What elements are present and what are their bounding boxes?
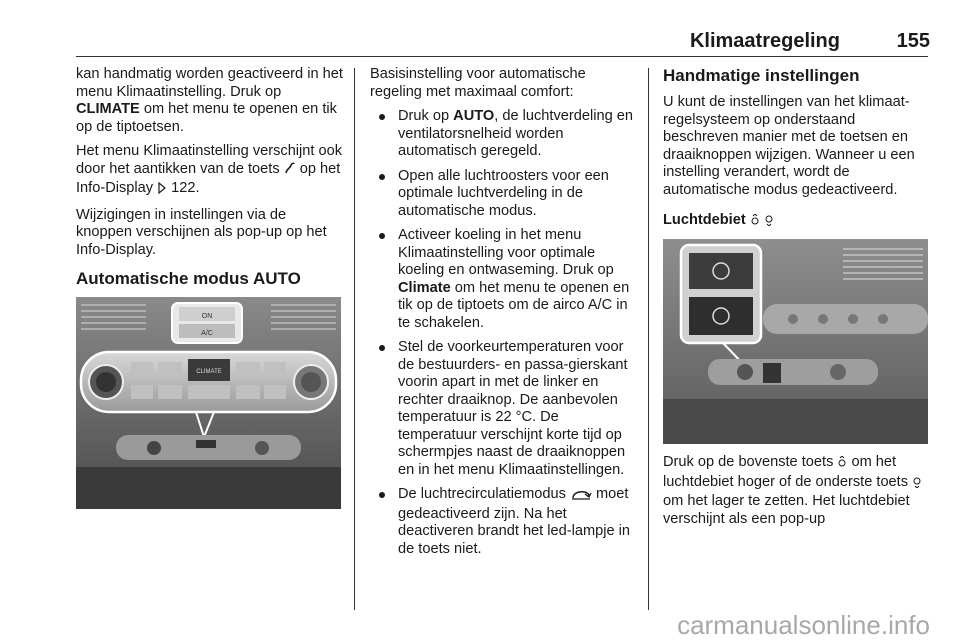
page-number: 155: [896, 30, 930, 52]
fan-up-icon: [837, 456, 847, 474]
column-3: [663, 66, 933, 535]
climate-button-label: CLIMATE: [196, 369, 222, 375]
list-item: Activeer koeling in het menu Klimaatinstelling voor optimale koeling en ontwaseming. Druk op Climate om het menu te openen en tik op de tiptoets om de airco A/C in te schakelen.: [370, 227, 638, 332]
paragraph-2: Het menu Klimaatinstelling verschijnt ook door het aantikken van de toets op het Info-Display 122.: [76, 143, 344, 200]
section-heading-auto: Automatische modus AUTO: [76, 269, 301, 288]
page-reference[interactable]: 122.: [171, 180, 200, 196]
section-heading-manual: Handmatige instellingen: [663, 66, 860, 85]
column-2: [370, 66, 638, 565]
bullet-icon: [379, 492, 385, 498]
airflow-figure: [663, 239, 928, 444]
paragraph-3: Wijzigingen in instellingen via de knoppen verschijnen als pop-up op het Info-Display.: [76, 206, 327, 258]
auto-keyword: AUTO: [453, 108, 495, 124]
fan-swirl-icon: [284, 161, 296, 181]
running-header-title: Klimaatregeling: [689, 30, 840, 52]
paragraph-1: kan handmatig worden geactiveerd in het menu Klimaatinstelling. Druk op CLIMATE om het menu te openen en tik op de tiptoetsen.: [76, 66, 343, 135]
bullet-icon: [379, 233, 385, 239]
subheading-airflow: Luchtdebiet: [663, 211, 933, 231]
list-item: Druk op AUTO, de luchtverdeling en ventilatorsnelheid worden automatisch geregeld.: [370, 108, 638, 161]
climate-keyword: CLIMATE: [76, 101, 140, 117]
climate-keyword: Climate: [398, 279, 451, 296]
bullet-icon: [379, 345, 385, 351]
column-divider-2: [648, 68, 649, 610]
auto-mode-figure: [76, 297, 341, 509]
auto-mode-steps: [370, 108, 638, 558]
list-item: De luchtrecirculatiemodus moet gedeactiveerd zijn. Na het deactiveren brandt het led-lampje in de toets niet.: [370, 486, 638, 558]
recirculation-icon: [570, 488, 592, 506]
manual-paragraph: U kunt de instellingen van het klimaat-regelsysteem op onderstaand beschreven manier met de toetsen en draaiknoppen wijzigen. Wanneer u een instelling verandert, wordt de automatische modus gedeactiveerd.: [663, 94, 915, 198]
on-button-label: ON: [201, 313, 213, 320]
ac-button-label: A/C: [201, 330, 213, 337]
fan-down-icon: [764, 213, 774, 231]
fan-up-icon: [750, 213, 760, 231]
list-item: Stel de voorkeurtemperaturen voor de bestuurders- en passa-gierskant voorin apart in met de linker en rechter draaiknop. De aanbevolen temperatuur is 22 °C. De temperatuur verschijnt korte tijd op schermpjes naast de draaiknoppen en in het menu Klimaatinstellingen.: [370, 339, 638, 479]
column-1: [76, 66, 344, 519]
fan-down-icon: [912, 476, 922, 494]
list-item: Open alle luchtroosters voor een optimale luchtverdeling in de automatische modus.: [370, 168, 638, 221]
airflow-paragraph: Druk op de bovenste toets om het luchtdebiet hoger of de onderste toets om het lager te zetten. Het luchtdebiet verschijnt als een pop-up: [663, 454, 933, 528]
column-divider-1: [354, 68, 355, 610]
header-rule: [76, 56, 928, 57]
reference-arrow-icon: [157, 182, 167, 200]
bullet-icon: [379, 174, 385, 180]
bullet-icon: [379, 114, 385, 120]
intro-paragraph: Basisinstelling voor automatische regeling met maximaal comfort:: [370, 66, 586, 100]
watermark: carmanualsonline.info: [677, 610, 930, 640]
